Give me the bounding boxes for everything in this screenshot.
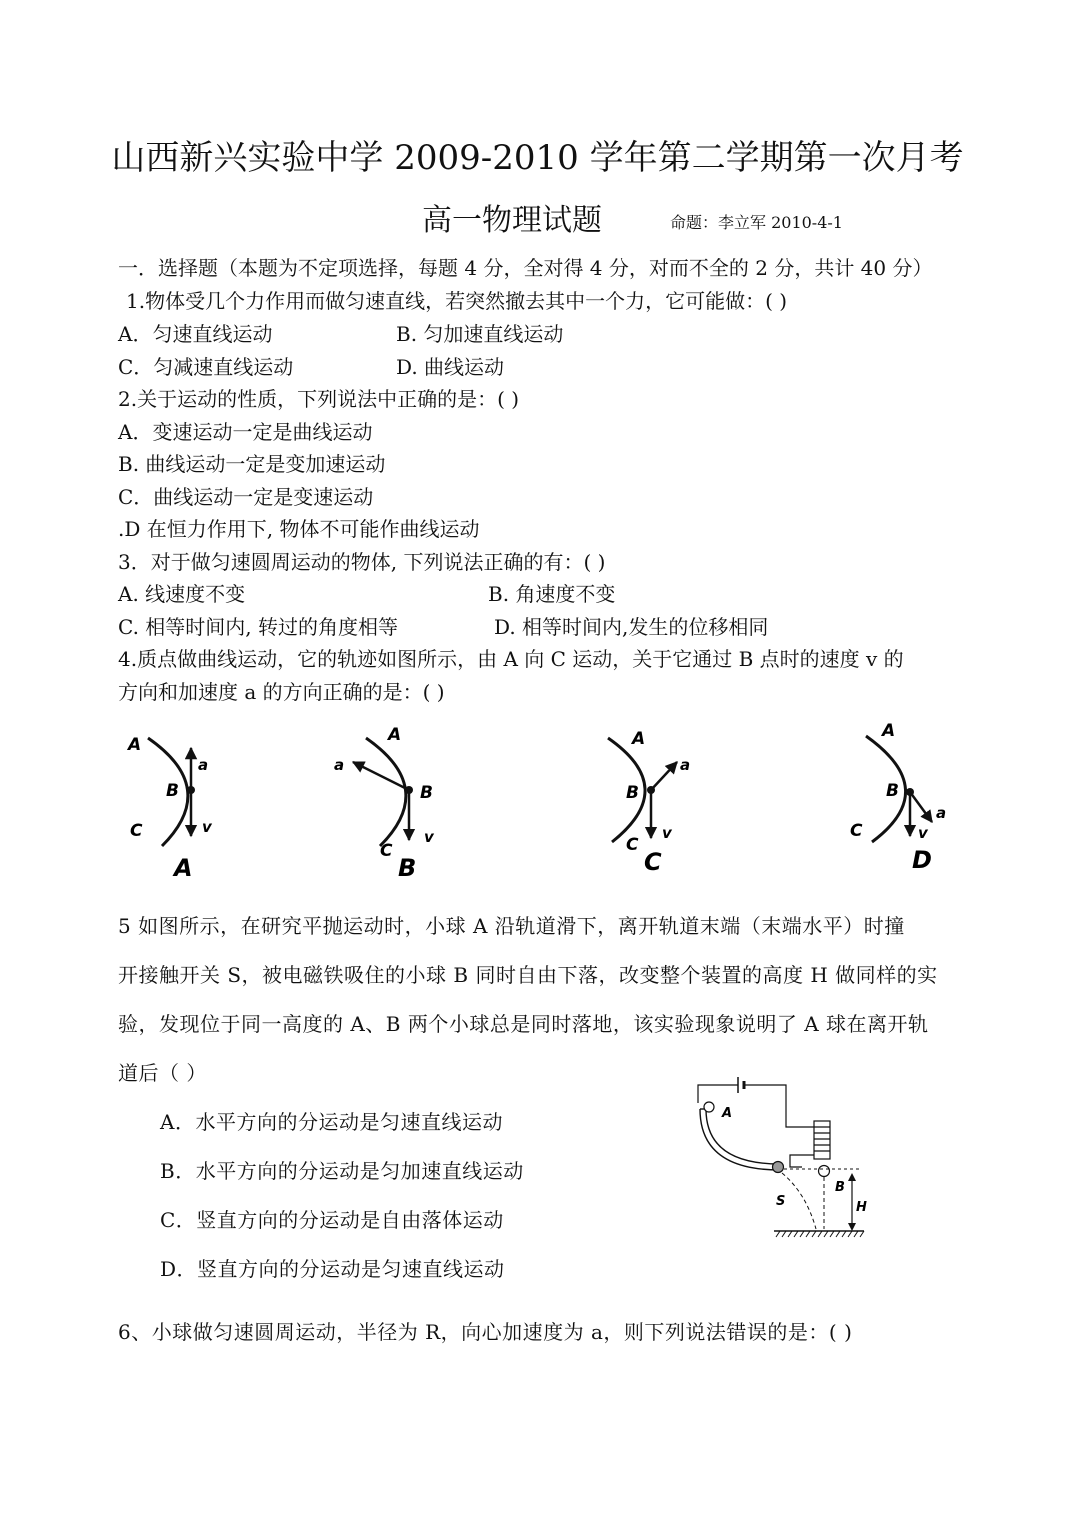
ground-hatch xyxy=(776,1231,864,1237)
q4-figure-d xyxy=(850,721,946,874)
acceleration-arrow xyxy=(910,792,932,822)
exam-title: 山西新兴实验中学 2009-2010 学年第二学期第一次月考 xyxy=(111,138,964,178)
label-b: B xyxy=(886,781,899,801)
q2-option-b: B. 曲线运动一定是变加速运动 xyxy=(118,452,386,476)
q5-stem-line2: 开接触开关 S，被电磁铁吸住的小球 B 同时自由下落，改变整个装置的高度 H 做同样的实 xyxy=(118,963,938,987)
ball-a-icon xyxy=(704,1102,714,1112)
label-v: v xyxy=(918,824,928,842)
acceleration-arrow xyxy=(651,762,677,790)
q3-option-c: C. 相等时间内, 转过的角度相等 xyxy=(118,615,399,639)
figure-label: A xyxy=(174,854,193,882)
wire xyxy=(790,1155,814,1167)
q2-option-d: .D 在恒力作用下, 物体不可能作曲线运动 xyxy=(118,517,480,541)
q1-option-d: D. 曲线运动 xyxy=(396,355,505,379)
q4-figures xyxy=(120,718,970,883)
label-switch-s: S xyxy=(776,1194,786,1209)
label-pc: C xyxy=(380,841,393,861)
q2-stem: 2.关于运动的性质，下列说法中正确的是：( ) xyxy=(118,387,520,411)
q4-figure-b xyxy=(334,725,435,882)
label-pa: A xyxy=(632,729,646,749)
figure-label: D xyxy=(912,846,932,874)
q3-option-a: A. 线速度不变 xyxy=(118,582,246,606)
label-pc: C xyxy=(626,835,639,855)
q5-option-c: C．竖直方向的分运动是自由落体运动 xyxy=(160,1208,504,1232)
trajectory-curve xyxy=(366,738,406,846)
q1-stem: 1.物体受几个力作用而做匀速直线，若突然撤去其中一个力，它可能做：( ) xyxy=(126,289,788,313)
q5-apparatus-figure xyxy=(690,1075,880,1245)
parabolic-path xyxy=(782,1173,816,1229)
label-pc: C xyxy=(850,821,863,841)
figure-label: C xyxy=(644,848,662,876)
label-ball-b: B xyxy=(835,1180,845,1195)
q4-figure-a xyxy=(126,735,213,882)
q5-stem-line1: 5 如图所示，在研究平抛运动时，小球 A 沿轨道滑下，离开轨道末端（末端水平）时撞 xyxy=(118,914,905,938)
label-ball-a: A xyxy=(722,1106,733,1121)
q2-option-c: C．曲线运动一定是变速运动 xyxy=(118,485,374,509)
q5-option-d: D．竖直方向的分运动是匀速直线运动 xyxy=(160,1257,505,1281)
q2-option-a: A．变速运动一定是曲线运动 xyxy=(118,420,373,444)
label-b: B xyxy=(420,783,433,803)
label-b: B xyxy=(626,783,639,803)
coil-windings xyxy=(814,1127,830,1151)
label-v: v xyxy=(202,818,212,836)
q4-figure-c xyxy=(608,729,690,876)
q3-stem: 3．对于做匀速圆周运动的物体, 下列说法正确的有：( ) xyxy=(118,550,606,574)
label-a: a xyxy=(198,756,209,774)
q4-stem-line1: 4.质点做曲线运动，它的轨迹如图所示，由 A 向 C 运动，关于它通过 B 点时的速度 v 的 xyxy=(118,647,904,671)
wire xyxy=(744,1085,814,1127)
label-height-h: H xyxy=(856,1200,867,1215)
label-pa: A xyxy=(128,735,142,755)
q5-option-a: A．水平方向的分运动是匀速直线运动 xyxy=(160,1110,503,1134)
label-a: a xyxy=(680,756,691,774)
q1-option-a: A．匀速直线运动 xyxy=(118,322,273,346)
track-inner xyxy=(706,1109,780,1164)
label-pa: A xyxy=(388,725,402,745)
exam-subtitle: 高一物理试题 xyxy=(422,203,602,238)
wire xyxy=(698,1085,738,1103)
q3-option-b: B. 角速度不变 xyxy=(488,582,616,606)
label-v: v xyxy=(424,828,434,846)
ball-b-icon xyxy=(819,1166,830,1177)
q1-option-b: B. 匀加速直线运动 xyxy=(396,322,564,346)
q4-stem-line2: 方向和加速度 a 的方向正确的是：( ) xyxy=(118,680,445,704)
label-b: B xyxy=(166,781,179,801)
q1-option-c: C．匀减速直线运动 xyxy=(118,355,294,379)
track-outer xyxy=(700,1109,780,1170)
figure-label: B xyxy=(398,854,417,882)
q3-option-d: D. 相等时间内,发生的位移相同 xyxy=(494,615,769,639)
q5-stem-line3: 验，发现位于同一高度的 A、B 两个小球总是同时落地，该实验现象说明了 A 球在离开轨 xyxy=(118,1012,929,1036)
label-a: a xyxy=(936,804,947,822)
height-arrow-head xyxy=(848,1173,856,1181)
ball-at-track-end xyxy=(773,1162,784,1173)
height-arrow-tail xyxy=(848,1223,856,1231)
exam-author: 命题：李立军 2010-4-1 xyxy=(670,213,843,232)
label-v: v xyxy=(662,824,672,842)
q5-option-b: B．水平方向的分运动是匀加速直线运动 xyxy=(160,1159,524,1183)
label-a: a xyxy=(334,756,345,774)
section-heading: 一．选择题（本题为不定项选择，每题 4 分，全对得 4 分，对而不全的 2 分，共计 40 分） xyxy=(118,256,933,280)
label-pc: C xyxy=(130,821,143,841)
q5-stem-line4: 道后（ ） xyxy=(118,1061,207,1085)
q6-stem: 6、小球做匀速圆周运动，半径为 R，向心加速度为 a，则下列说法错误的是：( ) xyxy=(118,1320,853,1344)
label-pa: A xyxy=(882,721,896,741)
